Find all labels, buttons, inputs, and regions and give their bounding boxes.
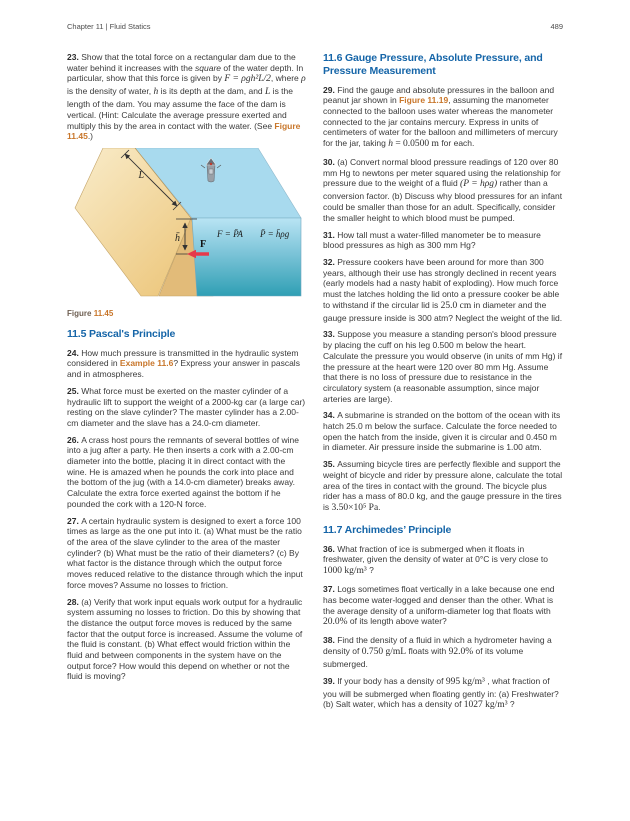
problem-list	[67, 348, 307, 682]
chapter-header: Chapter 11 | Fluid Statics	[67, 22, 151, 31]
problem-32	[323, 257, 563, 323]
text-segment: 20.0%	[323, 617, 348, 628]
text-segment: rather than a conversion factor. (b) Discuss why blood pressures for an infant could be smaller than those for an adult. Specifically, consider the smaller height to which blood must be pumped.	[323, 178, 563, 223]
problem-34	[323, 410, 563, 453]
problem-number: 31.	[323, 229, 338, 240]
text-segment: of its volume submerged.	[323, 645, 524, 669]
text-segment: is the density of water,	[67, 86, 154, 97]
text-segment: is the length of the dam. You may assume the face of the dam is vertical. (Hint: Calculate the average pressure exerted and multiply this by the area in contact with the water. (See	[67, 86, 293, 131]
problem-number: 36.	[323, 543, 338, 554]
text-segment: A certain hydraulic system is designed to exert a force 100 times as large as the one put into it. (a) What must be the ratio of the area of the slave cylinder to the area of the master cylinder? (b) What must be the ratio of their diameters? (c) By what factor is the distance through which the output force moves reduced relative to the distance through which the input force moves? Assume no losses to friction.	[67, 515, 303, 590]
problem-number: 35.	[323, 459, 338, 470]
problem-25	[67, 386, 307, 429]
text-segment: 1000 kg/m³	[323, 566, 367, 577]
problem-38	[323, 635, 563, 669]
text-segment: Find the density of a fluid in which a hydrometer having a density of	[323, 635, 552, 656]
problem-30	[323, 157, 563, 223]
text-segment: 25.0 cm	[440, 300, 472, 311]
cross-reference-link[interactable]: Figure 11.45	[67, 120, 301, 142]
problem-number: 39.	[323, 675, 338, 686]
figure-caption	[67, 309, 307, 319]
text-segment: in diameter and the gauge pressure inside is 300 atm? Neglect the weight of the lid.	[323, 299, 563, 323]
problem-23	[67, 52, 307, 142]
text-segment: Show that the total force on a rectangular dam due to the water behind it increases with the	[67, 52, 296, 73]
text-segment: 995 kg/m³	[445, 676, 485, 687]
force-label: F	[200, 239, 207, 251]
text-segment: ? Express your answer in pascals and in atmospheres.	[67, 358, 300, 380]
text-segment: , what fraction of you will be submerged when floating gently in: (a) Freshwater? (b) Salt water, which has a density of	[323, 675, 559, 710]
problem-number: 32.	[323, 256, 338, 267]
text-segment: How much pressure is transmitted in the hydraulic system considered in	[67, 347, 299, 369]
text-segment: Logs sometimes float vertically in a lake because one end has become water-logged and denser than the other. What is the average density of a uniform-diameter log that floats with	[323, 584, 555, 616]
section-heading-11-5: 11.5 Pascal's Principle	[67, 327, 176, 340]
text-segment: F = ρgh²L/2	[224, 74, 271, 85]
problem-35	[323, 459, 563, 515]
text-segment: , where	[270, 73, 302, 84]
text-segment: Pressure cookers have been around for more than 300 years, although their use has strongly declined in recent years (early models had a nasty habit of exploding). How much force must the latches holding the lid onto a pressure cooker be able to withstand if the circular lid is	[323, 256, 560, 310]
text-segment: is its depth at the dam, and	[158, 86, 266, 97]
text-segment: What fraction of ice is submerged when it floats in freshwater, given the density of water at 0°C is very close to	[323, 543, 548, 565]
text-segment: floats with	[406, 645, 449, 656]
text-segment: L	[265, 87, 271, 98]
force-equation: F = P̄A	[217, 229, 243, 240]
pressure-equation: P̄ = h̄ρg	[260, 229, 290, 240]
text-segment: of its length above water?	[347, 616, 447, 627]
section-heading-11-6: 11.6 Gauge Pressure, Absolute Pressure, and Pressure Measurement	[323, 52, 543, 77]
text-segment: = 0.0500 m	[392, 139, 439, 150]
problem-31	[323, 230, 563, 251]
text-segment: 92.0%	[448, 646, 474, 657]
text-segment: (P = hρg)	[460, 179, 498, 190]
figure-caption-label: Figure	[67, 308, 92, 318]
problem-number: 38.	[323, 635, 338, 646]
text-segment: .	[378, 502, 381, 512]
problem-number: 28.	[67, 596, 82, 607]
problem-number: 37.	[323, 584, 338, 595]
problem-33	[323, 329, 563, 404]
text-segment: If your body has a density of	[337, 675, 446, 686]
page-header	[67, 22, 563, 31]
problem-number: 29.	[323, 84, 338, 95]
problem-number: 33.	[323, 329, 338, 340]
text-segment: ρ	[301, 74, 306, 85]
text-segment: Suppose you measure a standing person's blood pressure by placing the cuff on his leg 0.500 m below the heart. Calculate the pressure you would observe (in units of mm Hg) if the pressure at the heart were 120 over 80 mm Hg. Assume that there is no loss of pressure due to resistance in the circulatory system (a reasonable assumption, since major arteries are large).	[323, 329, 563, 404]
problem-39	[323, 676, 563, 713]
text-segment: Assuming bicycle tires are perfectly flexible and support the weight of bicycle and rider by pressure alone, calculate the total area of the tires in contact with the ground. The bicycle plus rider has a mass of 80.0 kg, and the gauge pressure in the tires is	[323, 459, 563, 512]
text-segment: (a) Convert normal blood pressure readings of 120 over 80 mm Hg to newtons per meter squared using the relationship for pressure due to the weight of a fluid	[323, 157, 561, 189]
section-heading-11-7: 11.7 Archimedes’ Principle	[323, 523, 452, 536]
figure-caption-number: 11.45	[93, 308, 114, 318]
problem-29	[323, 85, 563, 151]
text-segment: 1027 kg/m³	[463, 700, 508, 711]
length-label: L	[138, 170, 144, 182]
problem-number: 34.	[323, 410, 338, 421]
right-column	[323, 52, 563, 718]
problem-list	[323, 85, 563, 515]
cross-reference-link[interactable]: Example 11.6	[119, 358, 174, 369]
problem-list	[67, 52, 307, 142]
problem-list	[323, 544, 563, 712]
text-segment: square	[195, 62, 222, 73]
dam-figure	[73, 148, 307, 303]
problem-24	[67, 348, 307, 380]
problem-27	[67, 516, 307, 591]
problem-26	[67, 435, 307, 510]
cross-reference-link[interactable]: Figure 11.19	[399, 95, 449, 106]
problem-number: 23.	[67, 52, 82, 62]
problem-number: 25.	[67, 385, 82, 396]
problem-37	[323, 584, 563, 629]
text-segment: (a) Verify that work input equals work output for a hydraulic system assuming no losses to friction. Do this by showing that the distance the output force moves is reduced by the same factor that the output force is increased. Assume the volume of the fluid is constant. (b) What effect would friction within the fluid and between components in the system have on the output force? How would this depend on whether or not the fluid is moving?	[67, 596, 303, 682]
problem-number: 26.	[67, 434, 82, 445]
two-column-layout	[67, 52, 563, 718]
page-number: 489	[550, 22, 563, 31]
text-segment: , assuming the manometer connected to the balloon uses water whereas the manometer connected to the jar contains mercury. Express in units of centimeters of water for the balloon and millimeters of mercury for the jar, taking	[323, 95, 558, 149]
problem-28	[67, 597, 307, 683]
dam-figure-svg	[73, 148, 305, 300]
problem-number: 30.	[323, 157, 338, 168]
text-segment: A crass host pours the remnants of several bottles of wine into a jug after a party. He then inserts a cork with a 2.00-cm diameter into the bottle, placing it in direct contact with the wine. He is amazed when he pounds the cork into place and the bottom of the jug (with a 14.0-cm diameter) breaks away. Calculate the extra force exerted against the bottom if he pounded the cork with a 120-N force.	[67, 434, 299, 509]
text-segment: .)	[87, 131, 94, 142]
text-segment: How tall must a water-filled manometer be to measure blood pressures as high as 300 mm Hg?	[323, 229, 541, 251]
text-segment: What force must be exerted on the master cylinder of a hydraulic lift to support the weight of a 2000-kg car (a large car) resting on the slave cylinder? The master cylinder has a 2.00-cm diameter and the slave has a 24.0-cm diameter.	[67, 385, 306, 428]
text-segment: ?	[507, 699, 515, 710]
depth-label: h̄	[175, 233, 180, 245]
text-segment: 3.50×10⁵ Pa	[331, 503, 379, 513]
text-segment: h	[388, 139, 393, 150]
text-segment: ?	[366, 565, 374, 576]
text-segment: of the water depth. In particular, show that this force is given by	[67, 62, 304, 84]
text-segment: Find the gauge and absolute pressures in the balloon and peanut jar shown in	[323, 84, 555, 106]
text-segment: A submarine is stranded on the bottom of the ocean with its hatch 25.0 m below the surface. Calculate the force needed to open the hatch from the inside, given it is circular and 0.450 m in diameter. Air pressure inside the submarine is 1.00 atm.	[323, 410, 561, 453]
text-segment: for each.	[438, 138, 475, 149]
text-segment: 0.750 g/mL	[361, 646, 407, 657]
problem-number: 24.	[67, 347, 82, 358]
problem-number: 27.	[67, 515, 82, 526]
problem-36	[323, 544, 563, 578]
text-segment: h	[153, 87, 159, 98]
left-column	[67, 52, 307, 718]
